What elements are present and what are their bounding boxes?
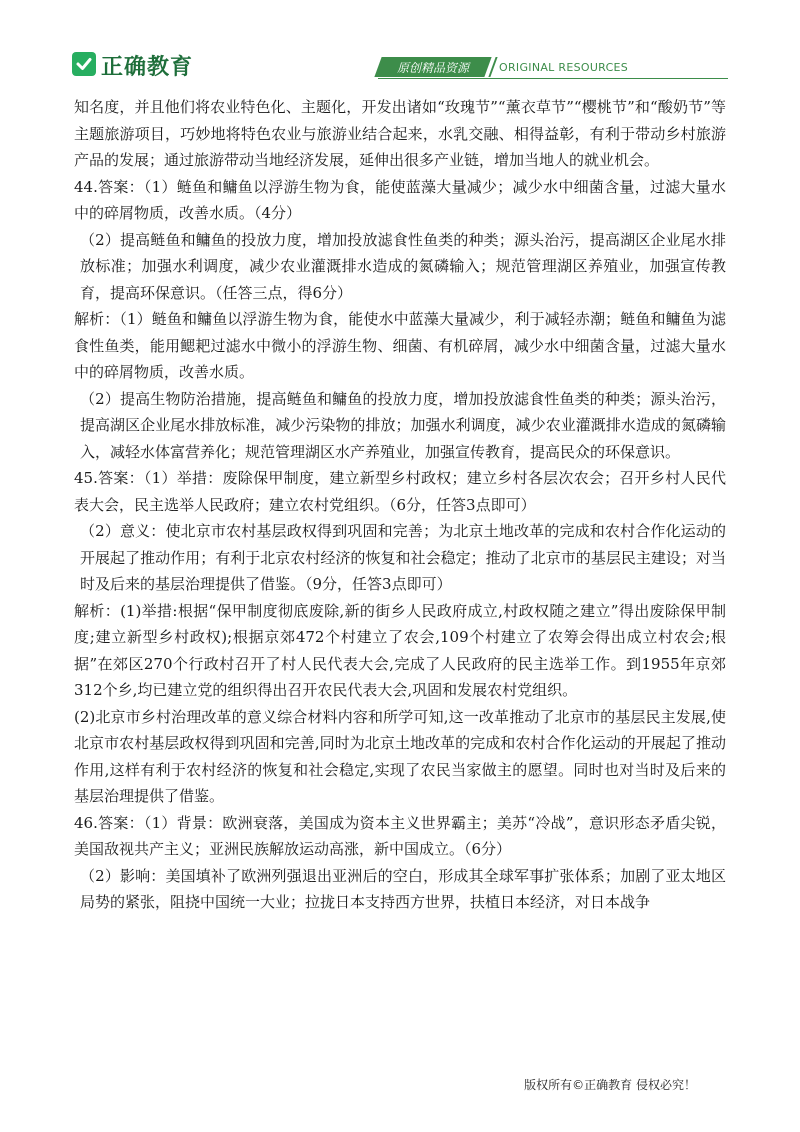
check-logo-icon xyxy=(72,52,96,76)
document-body xyxy=(74,94,726,916)
answer-44-part1: 44.答案：（1）鲢鱼和鳙鱼以浮游生物为食，能使蓝藻大量减少；减少水中细菌含量，过滤大量水中的碎屑物质，改善水质。（4分） xyxy=(74,177,726,222)
answer-46-part2: （2）影响：美国填补了欧洲列强退出亚洲后的空白，形成其全球军事扩张体系；加剧了亚太地区局势的紧张，阻挠中国统一大业；拉拢日本支持西方世界，扶植日本经济，对日本战争 xyxy=(80,866,726,911)
answer-44-part2: （2）提高鲢鱼和鳙鱼的投放力度，增加投放滤食性鱼类的种类；源头治污，提高湖区企业尾水排放标准；加强水利调度，减少农业灌溉排水造成的氮磷输入；规范管理湖区养殖业，加强宣传教育，提高环保意识。（任答三点，得6分） xyxy=(80,230,726,302)
analysis-45-part2: (2)北京市乡村治理改革的意义综合材料内容和所学可知,这一改革推动了北京市的基层民主发展,使北京市农村基层政权得到巩固和完善,同时为北京土地改革的完成和农村合作化运动的开展起了推动作用,这样有利于农村经济的恢复和社会稳定,实现了农民当家做主的愿望。同时也对当时及后来的基层治理提供了借鉴。 xyxy=(74,707,726,805)
answer-45-part2: （2）意义：使北京市农村基层政权得到巩固和完善；为北京土地改革的完成和农村合作化运动的开展起了推动作用；有利于北京农村经济的恢复和社会稳定；推动了北京市的基层民主建设；对当时及后来的基层治理提供了借鉴。（9分，任答3点即可） xyxy=(80,522,726,593)
page-header xyxy=(0,0,800,90)
answer-45-part1: 45.答案：（1）举措：废除保甲制度，建立新型乡村政权；建立乡村各层次农会；召开乡村人民代表大会，民主选举人民政府；建立农村党组织。（6分，任答3点即可） xyxy=(74,469,726,514)
analysis-44-part1: 解析：（1）鲢鱼和鳙鱼以浮游生物为食，能使水中蓝藻大量减少，利于减轻赤潮；鲢鱼和鳙鱼为滤食性鱼类，能用鳃耙过滤水中微小的浮游生物、细菌、有机碎屑，减少水中细菌含量，过滤大量水中的碎屑物质，改善水质。 xyxy=(74,310,726,381)
logo-text: 正确教育 xyxy=(101,55,194,80)
banner-en-label: ORIGINAL RESOURCES xyxy=(499,61,629,74)
analysis-45-part1: 解析：(1)举措:根据“保甲制度彻底废除,新的街乡人民政府成立,村政权随之建立”得出废除保甲制度;建立新型乡村政权);根据京郊472个村建立了农会,109个村建立了农筹会得出成立村农会;根据”在郊区270个行政村召开了村人民代表大会,完成了人民政府的民主选举工作。到1955年京郊312个乡,均已建立党的组织得出召开农民代表大会,巩固和发展农村党组织。 xyxy=(74,601,726,699)
banner-cn-label: 原创精品资源 xyxy=(396,61,469,75)
copyright-footer: 版权所有©正确教育 侵权必究！ xyxy=(524,1078,696,1092)
answer-46-part1: 46.答案：（1）背景：欧洲衰落，美国成为资本主义世界霸主；美苏“冷战”，意识形态矛盾尖锐，美国敌视共产主义；亚洲民族解放运动高涨，新中国成立。（6分） xyxy=(74,813,726,858)
header-rule xyxy=(378,78,728,79)
paragraph-intro: 知名度，并且他们将农业特色化、主题化，开发出诸如“玫瑰节”“薰衣草节”“樱桃节”和“酸奶节”等主题旅游项目，巧妙地将特色农业与旅游业结合起来，水乳交融、相得益彰，有利于带动乡村旅游产品的发展；通过旅游带动当地经济发展，延伸出很多产业链，增加当地人的就业机会。 xyxy=(74,98,726,169)
analysis-44-part2: （2）提高生物防治措施，提高鲢鱼和鳙鱼的投放力度，增加投放滤食性鱼类的种类；源头治污，提高湖区企业尾水排放标准，减少污染物的排放；加强水利调度，减少农业灌溉排水造成的氮磷输入，减轻水体富营养化；规范管理湖区水产养殖业，加强宣传教育，提高民众的环保意识。 xyxy=(80,389,726,461)
